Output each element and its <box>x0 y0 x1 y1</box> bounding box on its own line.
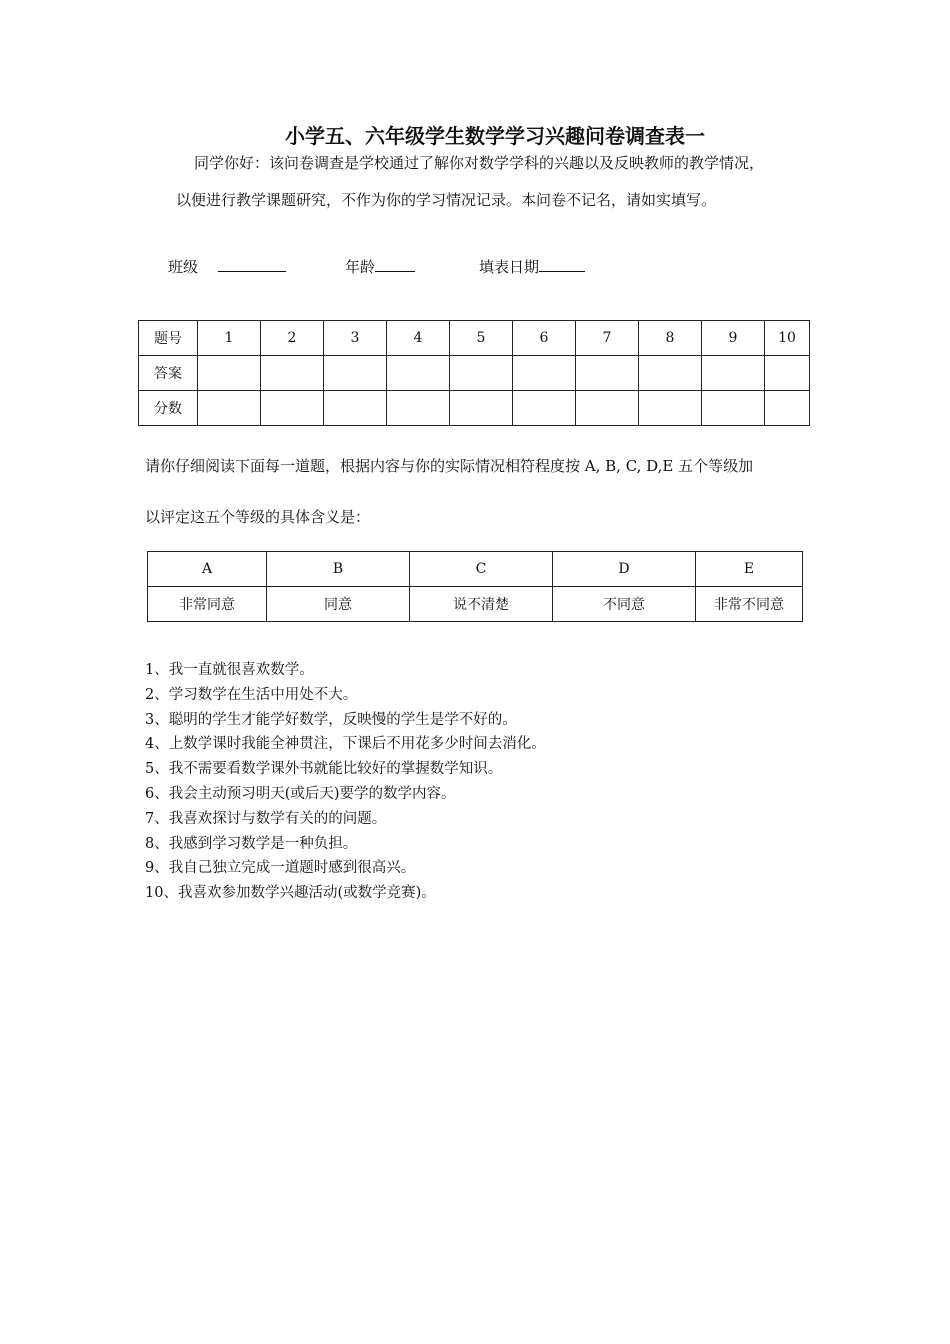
answer-cell[interactable] <box>198 356 261 391</box>
column-header: 10 <box>765 321 810 356</box>
column-header: 8 <box>639 321 702 356</box>
page-title: 小学五、六年级学生数学学习兴趣问卷调查表一 <box>285 124 705 148</box>
list-item: 9、我自己独立完成一道题时感到很高兴。 <box>145 860 416 877</box>
answer-cell[interactable] <box>261 356 324 391</box>
list-item: 8、我感到学习数学是一种负担。 <box>145 835 358 852</box>
answer-cell[interactable] <box>387 356 450 391</box>
list-item: 6、我会主动预习明天(或后天)要学的数学内容。 <box>145 785 456 802</box>
answer-cell[interactable] <box>513 356 576 391</box>
row-label-answer: 答案 <box>139 356 198 391</box>
instruction-line-1: 请你仔细阅读下面每一道题，根据内容与你的实际情况相符程度按 A, B, C, D,E 五个等级加 <box>145 457 754 475</box>
list-item: 5、我不需要看数学课外书就能比较好的掌握数学知识。 <box>145 761 503 778</box>
grade-meaning: 不同意 <box>553 587 696 622</box>
grade-meaning: 同意 <box>267 587 410 622</box>
answer-table <box>138 320 810 426</box>
answer-cell[interactable] <box>639 356 702 391</box>
age-label: 年龄 <box>345 258 376 276</box>
column-header: 2 <box>261 321 324 356</box>
table-row <box>139 356 810 391</box>
answer-cell[interactable] <box>324 356 387 391</box>
question-list <box>145 658 546 906</box>
score-cell[interactable] <box>765 391 810 426</box>
grade-meaning: 非常同意 <box>148 587 267 622</box>
list-item: 4、上数学课时我能全神贯注，下课后不用花多少时间去消化。 <box>145 736 546 753</box>
age-field <box>345 256 415 277</box>
answer-cell[interactable] <box>765 356 810 391</box>
table-row <box>139 321 810 356</box>
score-cell[interactable] <box>639 391 702 426</box>
score-cell[interactable] <box>261 391 324 426</box>
column-header: 4 <box>387 321 450 356</box>
answer-cell[interactable] <box>702 356 765 391</box>
row-label-score: 分数 <box>139 391 198 426</box>
answer-cell[interactable] <box>450 356 513 391</box>
list-item: 1、我一直就很喜欢数学。 <box>145 662 314 678</box>
column-header: 7 <box>576 321 639 356</box>
date-field <box>479 256 585 277</box>
grade-meaning: 非常不同意 <box>696 587 803 622</box>
column-header: 9 <box>702 321 765 356</box>
grade-letter: C <box>410 552 553 587</box>
grade-letter: B <box>267 552 410 587</box>
class-label: 班级 <box>168 258 199 276</box>
row-label-question-number: 题号 <box>139 321 198 356</box>
instruction-line-2: 以评定这五个等级的具体含义是： <box>145 508 371 526</box>
intro-line-2: 以便进行教学课题研究，不作为你的学习情况记录。本问卷不记名，请如实填写。 <box>176 191 717 209</box>
grade-meaning: 说不清楚 <box>410 587 553 622</box>
answer-cell[interactable] <box>576 356 639 391</box>
score-cell[interactable] <box>387 391 450 426</box>
score-cell[interactable] <box>198 391 261 426</box>
grade-letter: E <box>696 552 803 587</box>
table-row <box>148 587 803 622</box>
table-row <box>139 391 810 426</box>
column-header: 1 <box>198 321 261 356</box>
grade-letter: D <box>553 552 696 587</box>
date-blank[interactable] <box>539 257 585 272</box>
column-header: 6 <box>513 321 576 356</box>
intro-line-1: 同学你好：该问卷调查是学校通过了解你对数学学科的兴趣以及反映教师的教学情况， <box>194 154 765 172</box>
grade-table <box>147 551 803 622</box>
list-item: 3、聪明的学生才能学好数学，反映慢的学生是学不好的。 <box>145 711 517 728</box>
list-item: 2、学习数学在生活中用处不大。 <box>145 686 358 703</box>
grade-letter: A <box>148 552 267 587</box>
class-field <box>168 256 286 277</box>
score-cell[interactable] <box>513 391 576 426</box>
list-item: 10、我喜欢参加数学兴趣活动(或数学竞赛)。 <box>145 885 436 902</box>
table-row <box>148 552 803 587</box>
age-blank[interactable] <box>375 257 415 272</box>
score-cell[interactable] <box>576 391 639 426</box>
list-item: 7、我喜欢探讨与数学有关的的问题。 <box>145 810 387 827</box>
score-cell[interactable] <box>324 391 387 426</box>
score-cell[interactable] <box>702 391 765 426</box>
column-header: 3 <box>324 321 387 356</box>
column-header: 5 <box>450 321 513 356</box>
date-label: 填表日期 <box>479 258 540 276</box>
class-blank[interactable] <box>218 257 286 272</box>
score-cell[interactable] <box>450 391 513 426</box>
